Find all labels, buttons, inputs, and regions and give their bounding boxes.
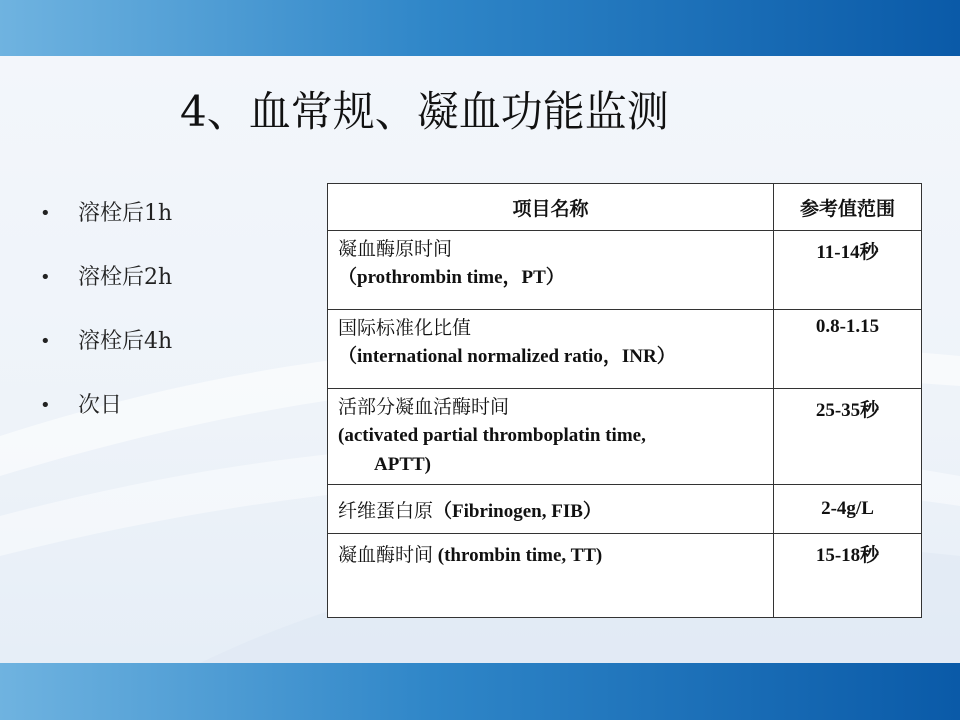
item-english-name: (activated partial thromboplatin time,: [338, 425, 646, 446]
item-name-cell: [328, 310, 774, 389]
item-name-cell: [328, 389, 774, 485]
reference-value: 0.8-1.15: [774, 310, 922, 389]
bullet-item: [40, 328, 280, 392]
table-header-row: [328, 184, 922, 231]
reference-value: 25-35秒: [774, 389, 922, 485]
bullet-text: 溶栓后2h: [78, 265, 173, 290]
item-name: 活部分凝血活酶时间: [338, 397, 510, 418]
bullet-dot-icon: •: [40, 395, 51, 416]
item-name: 纤维蛋白原: [338, 500, 434, 522]
item-english-name: （international normalized ratio，INR）: [338, 346, 676, 367]
bullet-dot-icon: •: [40, 267, 51, 288]
reference-value: 15-18秒: [774, 534, 922, 618]
table-row: [328, 231, 922, 310]
bullet-text: 溶栓后4h: [78, 329, 173, 354]
table-row: [328, 310, 922, 389]
item-english-name: (thrombin time, TT): [437, 545, 603, 566]
table-row: [328, 389, 922, 485]
bullet-dot-icon: •: [40, 203, 51, 224]
item-name: 凝血酶原时间: [338, 239, 453, 260]
table-row: [328, 485, 922, 534]
bullet-list: [40, 200, 280, 456]
table-row: [328, 534, 922, 618]
header-item-name: 项目名称: [328, 184, 774, 231]
item-name-cell: [328, 231, 774, 310]
bullet-item: [40, 392, 280, 456]
bullet-item: [40, 200, 280, 264]
header-reference-range: 参考值范围: [774, 184, 922, 231]
item-name: 凝血酶时间: [338, 545, 434, 566]
item-name: 国际标准化比值: [338, 318, 472, 339]
item-name-cell: [328, 534, 774, 618]
bottom-decorative-band: [0, 663, 960, 720]
bullet-text: 溶栓后1h: [78, 201, 173, 226]
item-english-abbr: APTT): [374, 454, 431, 475]
item-english-name: （prothrombin time，PT）: [338, 267, 565, 288]
bullet-dot-icon: •: [40, 331, 51, 352]
bullet-item: [40, 264, 280, 328]
reference-value: 2-4g/L: [774, 485, 922, 534]
reference-table: [327, 183, 922, 618]
bullet-text: 次日: [78, 393, 123, 418]
item-english-name: （Fibrinogen, FIB）: [433, 500, 602, 522]
item-name-cell: [328, 485, 774, 534]
top-decorative-band: [0, 0, 960, 56]
slide-title: 4、血常规、凝血功能监测: [180, 87, 669, 136]
reference-value: 11-14秒: [774, 231, 922, 310]
